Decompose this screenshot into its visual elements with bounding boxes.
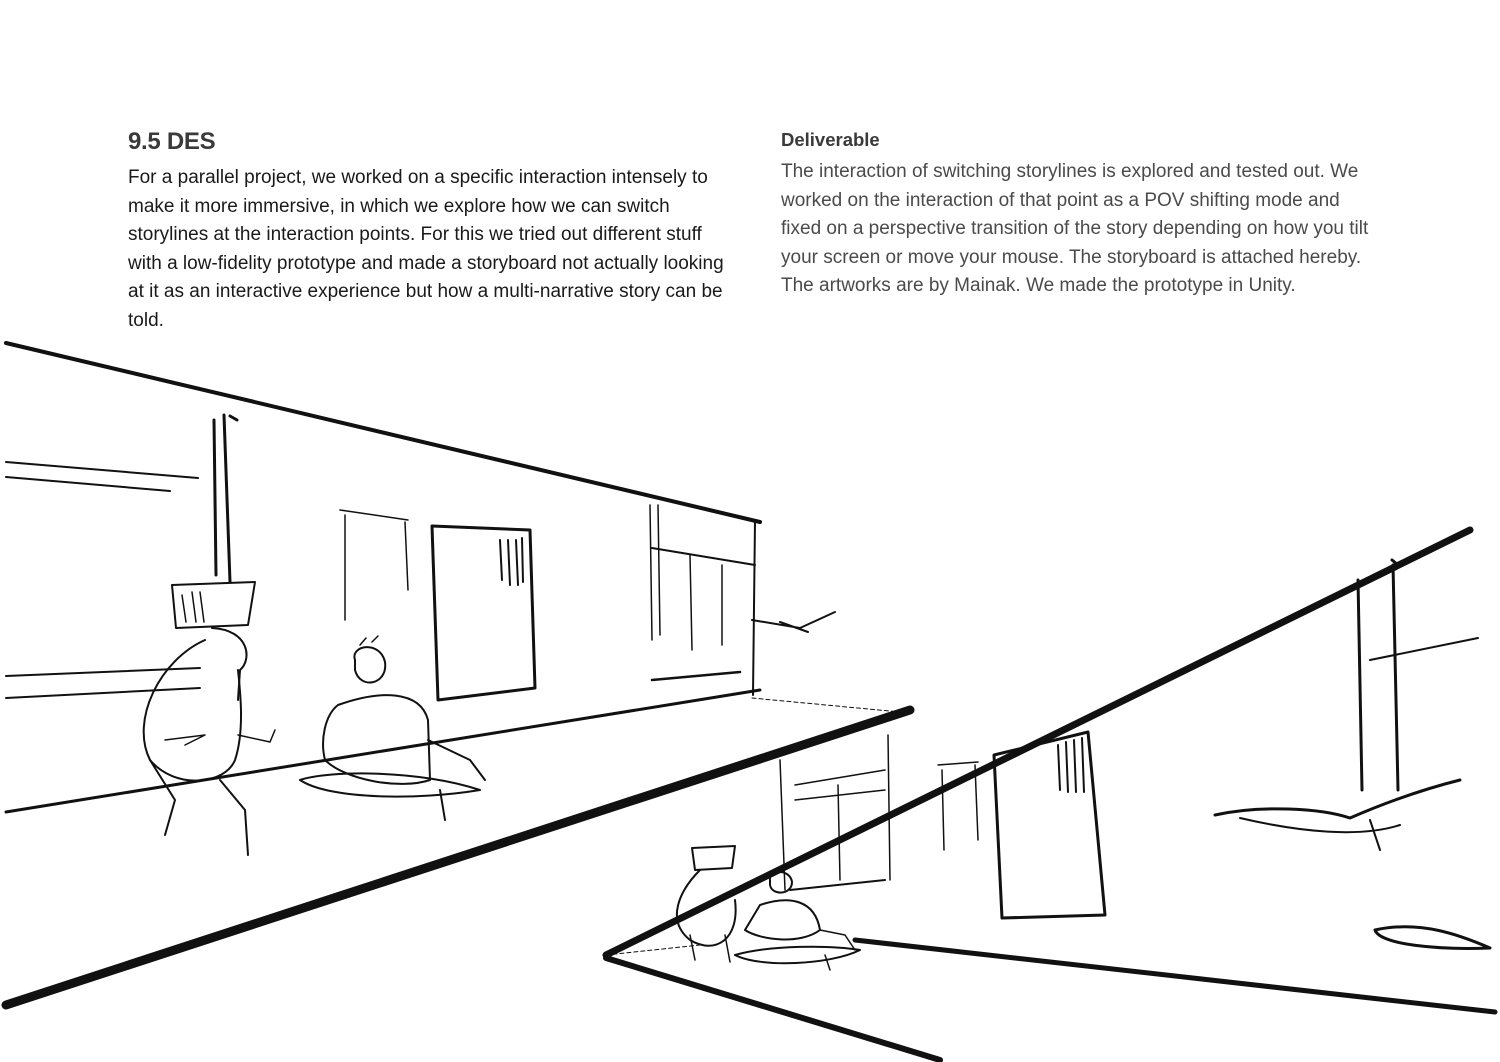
left-column bbox=[128, 128, 728, 335]
right-column bbox=[781, 128, 1381, 301]
storyboard-panel-left bbox=[6, 343, 910, 1005]
intro-paragraph: For a parallel project, we worked on a specific interaction intensely to make it more immersive, in which we explore how we can switch storylines at the interaction points. For this we tried out different stuff with a low-fidelity prototype and made a storyboard not actually looking at it as an interactive experience but how a multi-narrative story can be told. bbox=[128, 167, 724, 331]
deliverable-heading: Deliverable bbox=[781, 129, 880, 150]
storyboard-sketch bbox=[0, 330, 1500, 1062]
character-sketch bbox=[735, 872, 860, 970]
deliverable-paragraph: The interaction of switching storylines is explored and tested out. We worked on the interaction of that point as a POV shifting mode and fixed on a perspective transition of the story depending on how you tilt your screen or move your mouse. The storyboard is attached hereby. The artworks are by Mainak. We made the prototype in Unity. bbox=[781, 161, 1369, 296]
storyboard-panel-right bbox=[606, 530, 1495, 1060]
section-heading: 9.5 DES bbox=[128, 128, 216, 155]
character-sketch bbox=[144, 582, 275, 855]
character-sketch bbox=[300, 636, 485, 820]
